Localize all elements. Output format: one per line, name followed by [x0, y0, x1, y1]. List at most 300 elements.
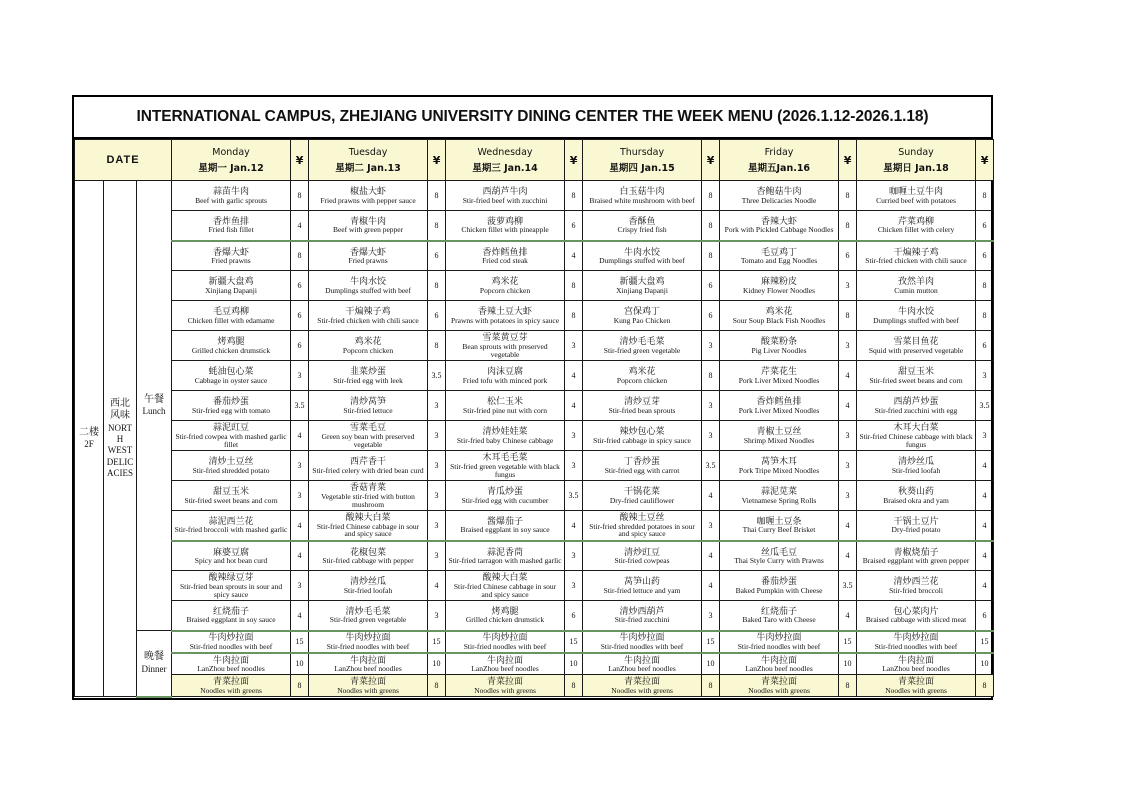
dish-name-cn: 牛肉炒拉面	[619, 632, 665, 643]
lunch-row-8	[75, 391, 994, 421]
dish-name-cn: 酸辣绿豆芽	[208, 572, 254, 583]
price-cell-sunday: 6	[976, 601, 994, 631]
dish-cell-friday	[720, 211, 839, 241]
dish-cell-tuesday	[309, 511, 428, 541]
dish-cell-sunday	[857, 571, 976, 601]
price-cell-tuesday: 6	[428, 301, 446, 331]
day-name: Monday	[212, 146, 250, 158]
dish-name-cn: 咖喱土豆牛肉	[889, 186, 944, 197]
dish-name-en: Stir-fried sweet beans and corn	[184, 495, 278, 505]
price-cell-monday: 15	[291, 631, 309, 653]
dish-name-en: Stir-fried cowpea with mashed garlic fillet	[175, 431, 287, 449]
dish-name-cn: 酸辣土豆丝	[619, 512, 665, 523]
dish-cell-wednesday	[446, 675, 565, 697]
dish-name-en: Dry-fried cauliflower	[609, 495, 675, 505]
dish-name-en: Stir-fried green vegetable with black fungus	[450, 461, 560, 479]
dish-cell-thursday	[583, 481, 702, 511]
dish-cell-monday	[172, 541, 291, 571]
price-cell-tuesday: 3	[428, 601, 446, 631]
dish-name-cn: 牛肉拉面	[898, 654, 935, 665]
dish-name-cn: 香炸鳕鱼排	[482, 246, 528, 257]
price-cell-monday: 6	[291, 271, 309, 301]
dish-name-cn: 甜豆玉米	[213, 486, 250, 497]
dish-cell-sunday	[857, 241, 976, 271]
dish-name-cn: 牛肉拉面	[761, 654, 798, 665]
dish-name-cn: 清炒土豆丝	[208, 456, 254, 467]
yen-icon: ¥	[565, 140, 583, 181]
dish-cell-monday	[172, 391, 291, 421]
dish-name-cn: 红烧茄子	[761, 606, 798, 617]
dinner-row-3	[75, 675, 994, 697]
dish-name-en: Stir-fried cowpeas	[614, 555, 670, 565]
price-cell-sunday: 15	[976, 631, 994, 653]
dish-name-cn: 雪菜毛豆	[350, 422, 387, 433]
price-cell-friday: 4	[839, 541, 857, 571]
dish-name-cn: 鸡米花	[765, 306, 793, 317]
dish-name-en: Dumplings stuffed with beef	[599, 255, 685, 265]
dish-name-cn: 毛豆鸡丁	[761, 246, 798, 257]
dish-cell-friday	[720, 451, 839, 481]
price-cell-tuesday: 8	[428, 211, 446, 241]
price-cell-thursday: 8	[702, 181, 720, 211]
dish-name-cn: 烤鸡腿	[491, 606, 519, 617]
dish-cell-tuesday	[309, 481, 428, 511]
price-cell-wednesday: 3	[565, 421, 583, 451]
dish-cell-tuesday	[309, 601, 428, 631]
price-cell-thursday: 3	[702, 331, 720, 361]
price-cell-sunday: 10	[976, 653, 994, 675]
price-cell-sunday: 4	[976, 541, 994, 571]
dish-name-cn: 丁香炒蛋	[624, 456, 661, 467]
price-cell-thursday: 4	[702, 481, 720, 511]
dish-name-en: Vegetable stir-fried with button mushroom	[321, 491, 415, 509]
dinner-label-cn: 晚餐	[144, 651, 165, 663]
day-header-friday	[720, 140, 839, 181]
dish-name-cn: 清炒西兰花	[893, 576, 939, 587]
dish-name-en: Spicy and hot bean curd	[194, 555, 268, 565]
dish-name-en: Stir-fried egg with cucumber	[461, 495, 549, 505]
dish-name-cn: 干锅花菜	[624, 486, 661, 497]
day-name: Wednesday	[477, 146, 533, 158]
lunch-row-3	[75, 241, 994, 271]
dish-cell-tuesday	[309, 571, 428, 601]
dish-cell-thursday	[583, 211, 702, 241]
dish-name-cn: 红烧茄子	[213, 606, 250, 617]
dish-cell-sunday	[857, 631, 976, 653]
dish-cell-friday	[720, 541, 839, 571]
dish-cell-thursday	[583, 301, 702, 331]
dish-name-cn: 干锅土豆片	[893, 516, 939, 527]
dish-name-en: Stir-fried noodles with beef	[463, 641, 547, 651]
price-cell-sunday: 8	[976, 301, 994, 331]
price-cell-sunday: 3	[976, 421, 994, 451]
dish-cell-wednesday	[446, 421, 565, 451]
dish-name-cn: 清炒西葫芦	[619, 606, 665, 617]
dish-name-cn: 丝瓜毛豆	[761, 546, 798, 557]
dish-name-en: Braised eggplant in soy sauce	[460, 525, 550, 535]
dish-name-en: Stir-fried loofah	[343, 585, 393, 595]
dish-cell-wednesday	[446, 541, 565, 571]
lunch-row-10	[75, 451, 994, 481]
dish-name-en: Stir-fried bean sprouts	[608, 405, 676, 415]
price-cell-tuesday: 15	[428, 631, 446, 653]
dish-name-cn: 干煸辣子鸡	[893, 246, 939, 257]
dish-name-en: Stir-fried cabbage with pepper	[322, 555, 414, 565]
section-label	[104, 181, 137, 697]
dish-name-en: Braised cabbage with sliced meat	[865, 615, 967, 625]
lunch-row-6	[75, 331, 994, 361]
dish-name-en: Noodles with greens	[337, 685, 399, 695]
dish-cell-wednesday	[446, 653, 565, 675]
day-header-monday	[172, 140, 291, 181]
dish-cell-friday	[720, 421, 839, 451]
dish-name-en: Grilled chicken drumstick	[465, 615, 545, 625]
dish-name-cn: 清炒豇豆	[624, 546, 661, 557]
price-cell-monday: 3	[291, 481, 309, 511]
dish-name-cn: 酸菜粉条	[761, 336, 798, 347]
day-header-sunday	[857, 140, 976, 181]
dish-name-cn: 清炒豆芽	[624, 396, 661, 407]
dish-name-en: Chicken fillet with celery	[877, 225, 955, 235]
dish-cell-monday	[172, 211, 291, 241]
dish-name-en: Tomato and Egg Noodles	[740, 255, 818, 265]
dish-name-cn: 秋葵山药	[898, 486, 935, 497]
price-cell-monday: 10	[291, 653, 309, 675]
floor-label-en: 2F	[84, 439, 94, 450]
price-cell-wednesday: 4	[565, 241, 583, 271]
dish-name-en: Noodles with greens	[885, 685, 947, 695]
dish-cell-monday	[172, 601, 291, 631]
dish-name-cn: 牛肉炒拉面	[482, 632, 528, 643]
yen-icon: ¥	[702, 140, 720, 181]
yen-icon: ¥	[428, 140, 446, 181]
price-cell-monday: 4	[291, 601, 309, 631]
dish-cell-wednesday	[446, 301, 565, 331]
dish-cell-wednesday	[446, 391, 565, 421]
price-cell-tuesday: 3	[428, 451, 446, 481]
dish-name-cn: 牛肉拉面	[624, 654, 661, 665]
dish-name-en: Curried beef with potatoes	[876, 195, 956, 205]
dish-cell-sunday	[857, 481, 976, 511]
dish-name-cn: 毛豆鸡柳	[213, 306, 250, 317]
dish-name-cn: 清炒莴笋	[350, 396, 387, 407]
dish-cell-thursday	[583, 631, 702, 653]
floor-label	[75, 181, 104, 697]
price-cell-thursday: 8	[702, 241, 720, 271]
dish-name-cn: 孜然羊肉	[898, 276, 935, 287]
dish-cell-thursday	[583, 541, 702, 571]
dish-name-en: Stir-fried chicken with chili sauce	[317, 315, 419, 325]
dish-name-cn: 蒜泥香茼	[487, 546, 524, 557]
dish-cell-thursday	[583, 421, 702, 451]
yen-icon: ¥	[839, 140, 857, 181]
dish-cell-thursday	[583, 571, 702, 601]
dish-name-en: Pig Liver Noodles	[751, 345, 807, 355]
dish-name-cn: 香酥鱼	[628, 216, 656, 227]
price-cell-wednesday: 3	[565, 451, 583, 481]
dish-name-cn: 烤鸡腿	[217, 336, 245, 347]
price-cell-wednesday: 8	[565, 181, 583, 211]
dish-name-cn: 青菜拉面	[761, 676, 798, 687]
dish-name-cn: 香爆大虾	[213, 246, 250, 257]
dish-cell-thursday	[583, 511, 702, 541]
section-label-en: NORTH WEST DELICACIES	[106, 422, 134, 478]
dish-cell-friday	[720, 653, 839, 675]
dish-cell-thursday	[583, 451, 702, 481]
dish-name-en: Stir-fried green vegetable	[603, 345, 681, 355]
dish-name-en: Pork Liver Mixed Noodles	[738, 375, 820, 385]
dish-name-en: Stir-fried tarragon with mashed garlic	[448, 555, 562, 565]
dish-name-en: Stir-fried baby Chinese cabbage	[456, 435, 554, 445]
dish-name-en: LanZhou beef noodles	[745, 663, 813, 673]
dish-name-en: LanZhou beef noodles	[197, 663, 265, 673]
dish-name-en: Stir-fried shredded potatoes in sour and spicy sauce	[589, 521, 695, 539]
yen-icon: ¥	[976, 140, 994, 181]
dish-cell-tuesday	[309, 653, 428, 675]
dish-name-en: Beef with green pepper	[332, 225, 404, 235]
dish-name-cn: 包心菜肉片	[893, 606, 939, 617]
price-cell-wednesday: 3.5	[565, 481, 583, 511]
price-cell-tuesday: 4	[428, 571, 446, 601]
dish-name-cn: 番茄炒蛋	[213, 396, 250, 407]
dish-cell-thursday	[583, 653, 702, 675]
dish-cell-wednesday	[446, 241, 565, 271]
lunch-row-5	[75, 301, 994, 331]
dish-cell-monday	[172, 675, 291, 697]
dish-name-cn: 青椒土豆丝	[756, 426, 802, 437]
lunch-row-2	[75, 211, 994, 241]
dish-name-cn: 香炸鳕鱼排	[756, 396, 802, 407]
dish-cell-tuesday	[309, 211, 428, 241]
day-name: Friday	[764, 146, 794, 158]
dish-name-en: Popcorn chicken	[616, 375, 668, 385]
dish-cell-friday	[720, 571, 839, 601]
dish-cell-friday	[720, 675, 839, 697]
dish-name-cn: 芹菜花生	[761, 366, 798, 377]
price-cell-monday: 4	[291, 421, 309, 451]
price-cell-wednesday: 6	[565, 601, 583, 631]
price-cell-tuesday: 8	[428, 271, 446, 301]
price-cell-friday: 6	[839, 241, 857, 271]
price-cell-friday: 4	[839, 601, 857, 631]
dish-name-en: LanZhou beef noodles	[882, 663, 950, 673]
day-date: 星期一 Jan.12	[198, 162, 264, 174]
dish-name-en: Stir-fried lettuce and yam	[603, 585, 681, 595]
dish-name-en: Fried fish fillet	[208, 225, 254, 235]
price-cell-sunday: 8	[976, 271, 994, 301]
dish-name-cn: 清炒娃娃菜	[482, 426, 528, 437]
dish-name-en: Stir-fried zucchini	[614, 615, 670, 625]
dish-cell-friday	[720, 241, 839, 271]
price-cell-thursday: 6	[702, 301, 720, 331]
price-cell-friday: 3	[839, 451, 857, 481]
dish-name-en: Noodles with greens	[200, 685, 262, 695]
dish-name-en: Stir-fried shredded potato	[192, 465, 270, 475]
dish-cell-monday	[172, 181, 291, 211]
floor-label-cn: 二楼	[79, 426, 99, 438]
day-header-tuesday	[309, 140, 428, 181]
dish-cell-sunday	[857, 541, 976, 571]
price-cell-thursday: 15	[702, 631, 720, 653]
dish-cell-wednesday	[446, 631, 565, 653]
day-date: 星期三 Jan.14	[472, 162, 538, 174]
price-cell-friday: 3	[839, 331, 857, 361]
dish-name-en: Crispy fried fish	[617, 225, 667, 235]
price-cell-thursday: 3.5	[702, 451, 720, 481]
dish-cell-monday	[172, 271, 291, 301]
dish-name-en: Cabbage in oyster sauce	[194, 375, 268, 385]
dish-name-cn: 木耳大白菜	[893, 422, 939, 433]
price-cell-friday: 8	[839, 675, 857, 697]
dish-cell-sunday	[857, 451, 976, 481]
dish-name-en: Stir-fried egg with carrot	[604, 465, 680, 475]
price-cell-wednesday: 15	[565, 631, 583, 653]
dish-cell-tuesday	[309, 181, 428, 211]
dish-name-cn: 韭菜炒蛋	[350, 366, 387, 377]
dish-name-cn: 青菜拉面	[350, 676, 387, 687]
dish-cell-tuesday	[309, 451, 428, 481]
dish-name-cn: 雪菜目鱼花	[893, 336, 939, 347]
dish-name-cn: 牛肉炒拉面	[893, 632, 939, 643]
lunch-row-15	[75, 601, 994, 631]
lunch-row-1	[75, 181, 994, 211]
price-cell-tuesday: 3	[428, 391, 446, 421]
dish-name-en: Fried prawns	[211, 255, 251, 265]
dish-name-cn: 麻婆豆腐	[213, 546, 250, 557]
day-header-wednesday	[446, 140, 565, 181]
dish-name-en: Prawns with potatoes in spicy sauce	[450, 315, 560, 325]
dish-cell-friday	[720, 181, 839, 211]
dish-cell-sunday	[857, 271, 976, 301]
dish-name-en: Stir-fried noodles with beef	[326, 641, 410, 651]
dish-name-cn: 酸辣大白菜	[345, 512, 391, 523]
dish-name-en: Stir-fried egg with leek	[333, 375, 403, 385]
dish-cell-thursday	[583, 181, 702, 211]
dish-name-en: Noodles with greens	[611, 685, 673, 695]
dinner-label-en: Dinner	[141, 663, 167, 674]
dish-name-en: Stir-fried beef with zucchini	[462, 195, 548, 205]
price-cell-tuesday: 3	[428, 511, 446, 541]
dish-cell-sunday	[857, 653, 976, 675]
dish-name-en: Stir-fried celery with dried bean curd	[312, 465, 424, 475]
dish-cell-friday	[720, 271, 839, 301]
dish-cell-tuesday	[309, 331, 428, 361]
lunch-label	[137, 181, 172, 631]
lunch-label-cn: 午餐	[144, 393, 165, 405]
price-cell-thursday: 3	[702, 511, 720, 541]
price-cell-friday: 4	[839, 391, 857, 421]
dish-name-en: Noodles with greens	[474, 685, 536, 695]
dish-cell-tuesday	[309, 241, 428, 271]
dish-name-cn: 清炒丝瓜	[898, 456, 935, 467]
price-cell-friday: 8	[839, 181, 857, 211]
price-cell-thursday: 3	[702, 391, 720, 421]
price-cell-thursday: 6	[702, 271, 720, 301]
dish-cell-sunday	[857, 601, 976, 631]
dish-name-cn: 甜豆玉米	[898, 366, 935, 377]
dish-name-cn: 青菜拉面	[898, 676, 935, 687]
price-cell-friday: 8	[839, 211, 857, 241]
dish-name-en: LanZhou beef noodles	[334, 663, 402, 673]
dish-name-cn: 鸡米花	[491, 276, 519, 287]
dish-cell-friday	[720, 481, 839, 511]
dish-cell-monday	[172, 631, 291, 653]
section-label-cn: 西北风味	[110, 397, 130, 422]
dish-name-en: Bean sprouts with preserved vegetable	[462, 341, 548, 359]
dish-name-cn: 木耳毛毛菜	[482, 452, 528, 463]
price-cell-friday: 3	[839, 271, 857, 301]
dish-name-cn: 蒜泥苋菜	[761, 486, 798, 497]
dish-cell-friday	[720, 631, 839, 653]
dish-name-cn: 咖喱土豆条	[756, 516, 802, 527]
dish-name-en: Xinjiang Dapanji	[205, 285, 257, 295]
dish-name-cn: 青菜拉面	[213, 676, 250, 687]
dish-cell-monday	[172, 481, 291, 511]
price-cell-sunday: 6	[976, 241, 994, 271]
dish-name-en: Stir-fried bean sprouts in sour and spicy sauce	[179, 581, 283, 599]
dish-cell-friday	[720, 301, 839, 331]
price-cell-wednesday: 8	[565, 271, 583, 301]
price-cell-friday: 3	[839, 421, 857, 451]
price-cell-tuesday: 8	[428, 331, 446, 361]
price-cell-wednesday: 8	[565, 301, 583, 331]
price-cell-monday: 3	[291, 451, 309, 481]
dish-cell-monday	[172, 571, 291, 601]
dish-name-cn: 雪菜黄豆芽	[482, 332, 528, 343]
price-cell-tuesday: 3	[428, 481, 446, 511]
dish-name-cn: 麻辣粉皮	[761, 276, 798, 287]
dish-name-cn: 牛肉拉面	[487, 654, 524, 665]
price-cell-sunday: 4	[976, 571, 994, 601]
dish-cell-thursday	[583, 601, 702, 631]
price-cell-tuesday: 8	[428, 675, 446, 697]
dish-cell-thursday	[583, 391, 702, 421]
dish-name-en: Stir-fried green vegetable	[329, 615, 407, 625]
dish-cell-friday	[720, 391, 839, 421]
price-cell-monday: 4	[291, 541, 309, 571]
dish-cell-wednesday	[446, 211, 565, 241]
lunch-label-en: Lunch	[142, 406, 166, 417]
dish-cell-wednesday	[446, 451, 565, 481]
dish-name-en: Stir-fried pine nut with corn	[463, 405, 548, 415]
dish-name-en: Stir-fried lettuce	[343, 405, 393, 415]
price-cell-sunday: 4	[976, 481, 994, 511]
dish-name-cn: 肉沫豆腐	[487, 366, 524, 377]
dish-name-en: Noodles with greens	[748, 685, 810, 695]
day-name: Thursday	[619, 146, 665, 158]
dish-cell-tuesday	[309, 391, 428, 421]
dish-cell-monday	[172, 361, 291, 391]
price-cell-sunday: 8	[976, 675, 994, 697]
dish-name-cn: 莴笋木耳	[761, 456, 798, 467]
day-date: 星期二 Jan.13	[335, 162, 401, 174]
dish-name-en: Stir-fried noodles with beef	[737, 641, 821, 651]
dish-name-en: Squid with preserved vegetable	[868, 345, 964, 355]
dish-name-en: Dry-fried potato	[891, 525, 941, 535]
dish-name-en: Dumplings stuffed with beef	[325, 285, 411, 295]
dish-name-en: Stir-fried egg with tomato	[192, 405, 271, 415]
price-cell-tuesday: 3	[428, 541, 446, 571]
dish-name-en: Stir-fried noodles with beef	[189, 641, 273, 651]
dish-name-cn: 椒盐大虾	[350, 186, 387, 197]
dish-name-en: Stir-fried noodles with beef	[874, 641, 958, 651]
dish-name-cn: 花椒包菜	[350, 546, 387, 557]
dish-name-en: Shrimp Mixed Noodles	[743, 435, 815, 445]
day-header-thursday	[583, 140, 702, 181]
dish-cell-tuesday	[309, 631, 428, 653]
dish-name-cn: 香辣大虾	[761, 216, 798, 227]
dish-name-cn: 牛肉炒拉面	[756, 632, 802, 643]
